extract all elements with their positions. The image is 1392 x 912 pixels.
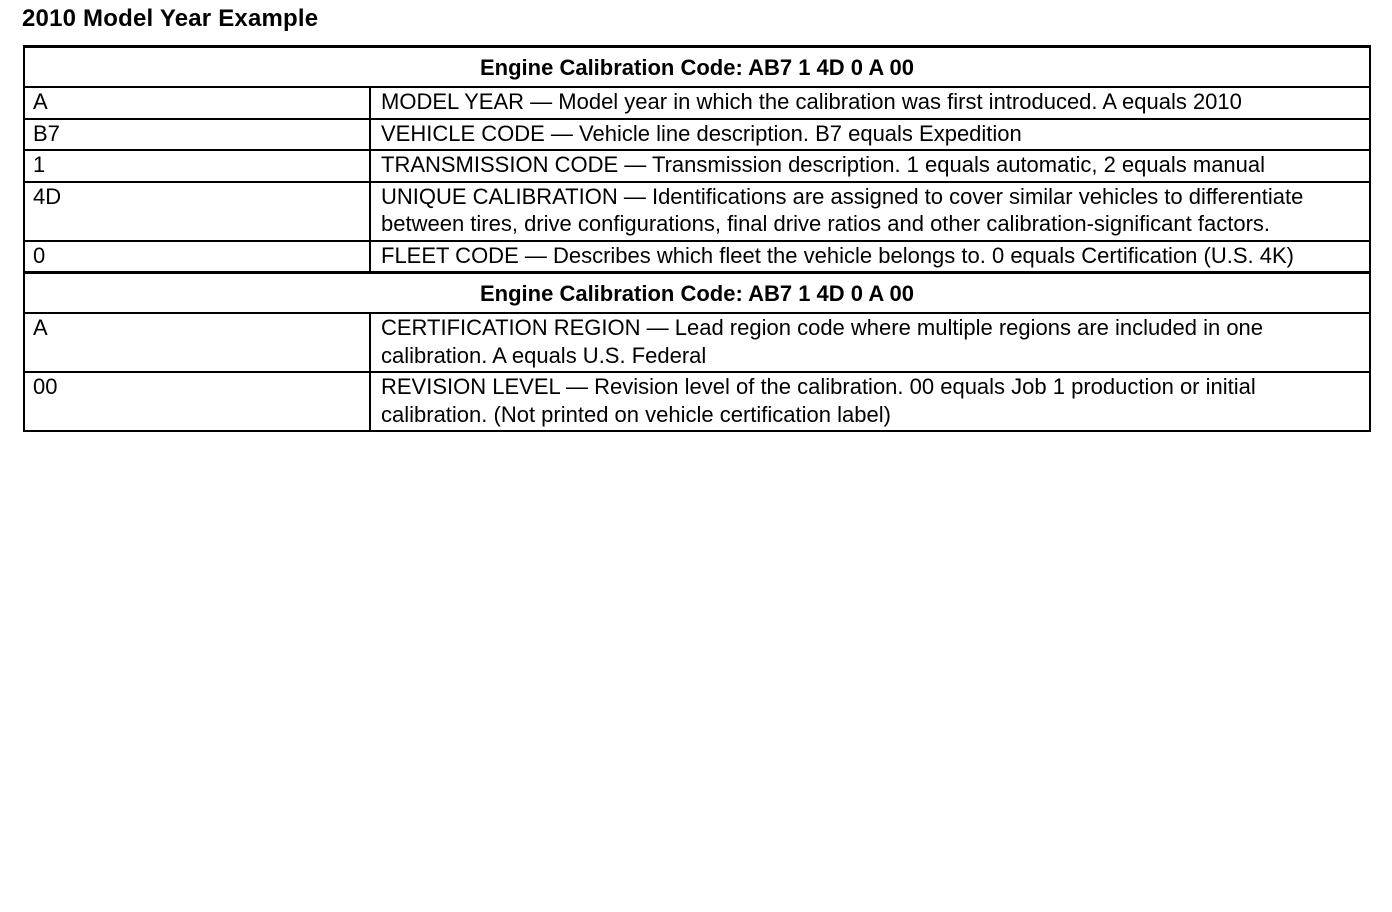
description-cell: VEHICLE CODE — Vehicle line description. B7 equals Expedition <box>370 119 1370 151</box>
table-row <box>24 372 1370 431</box>
table-row <box>24 313 1370 372</box>
table-row <box>24 87 1370 119</box>
code-cell: 0 <box>24 241 370 273</box>
code-cell: A <box>24 313 370 372</box>
code-cell: A <box>24 87 370 119</box>
section-header-row <box>24 273 1370 314</box>
code-cell: 4D <box>24 182 370 241</box>
description-cell: CERTIFICATION REGION — Lead region code where multiple regions are included in one calibration. A equals U.S. Federal <box>370 313 1370 372</box>
engine-calibration-table <box>23 45 1371 432</box>
description-cell: UNIQUE CALIBRATION — Identifications are assigned to cover similar vehicles to differentiate between tires, drive configurations, final drive ratios and other calibration-significant factors. <box>370 182 1370 241</box>
code-cell: 1 <box>24 150 370 182</box>
table-row <box>24 119 1370 151</box>
section-header-row <box>24 47 1370 88</box>
section-header: Engine Calibration Code: AB7 1 4D 0 A 00 <box>24 47 1370 88</box>
table-row <box>24 182 1370 241</box>
table-row <box>24 150 1370 182</box>
description-cell: FLEET CODE — Describes which fleet the vehicle belongs to. 0 equals Certification (U.S. 4K) <box>370 241 1370 273</box>
code-cell: 00 <box>24 372 370 431</box>
code-cell: B7 <box>24 119 370 151</box>
description-cell: TRANSMISSION CODE — Transmission description. 1 equals automatic, 2 equals manual <box>370 150 1370 182</box>
section-header: Engine Calibration Code: AB7 1 4D 0 A 00 <box>24 273 1370 314</box>
page-title: 2010 Model Year Example <box>22 5 319 32</box>
description-cell: REVISION LEVEL — Revision level of the calibration. 00 equals Job 1 production or initial calibration. (Not printed on vehicle certification label) <box>370 372 1370 431</box>
table-row <box>24 241 1370 273</box>
description-cell: MODEL YEAR — Model year in which the calibration was first introduced. A equals 2010 <box>370 87 1370 119</box>
